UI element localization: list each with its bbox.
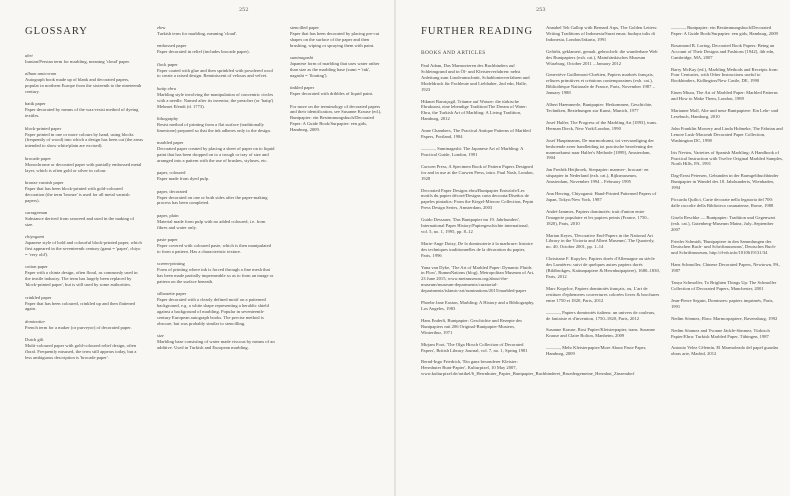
reference-entry: Yana van Dyke, 'The Art of Marbled Paper: Dynamic Fluids in Flow', RummNations (blog), Metropolitan Museum of Art, 23 June 2015, www.metmuseum.org/about-the-museum/museum-departments/curatorial-departments/islamic-art/ruminations/2015/marbled-paper [421, 264, 535, 294]
glossary-definition: Resist method of printing from a flat surface (traditionally limestone) prepared so that the ink adheres only to the design. [157, 121, 271, 133]
glossary-entry [25, 126, 143, 150]
glossary-definition: Paper that has been decorated by placing pre-cut shapes on the surface of the paper and then brushing, wiping or spraying them with paint. [290, 30, 380, 48]
glossary-term: dominotier [25, 318, 46, 324]
glossary-entry [25, 101, 143, 119]
reference-entry: Christiane F. Kopylov, Papiers dorés d'Allemagne au siècle des Lumières: suivi de quelques autres papiers dorés (Bildbrokges, Kattunpapiere & Herrnhutpapiere), 1680–1830, Paris, 2012 [546, 256, 660, 279]
glossary-definition: Multi-coloured paper with gold-coloured relief design, often floral. Frequently misused, the term still appears today, but a less ambiguous description is 'brocade paper'. [25, 343, 137, 360]
reference-entry: Anne Chambers, The Practical Antique Patterns of Marbled Papers, Portland, 1984 [421, 128, 531, 140]
glossary-definition: Turkish term for marbling, meaning 'cloud'. [157, 30, 238, 36]
reference-entry: Albert Haemmerle, Buntpapier: Herkommen, Geschichte, Techniken, Beziehungen zur Kunst, Munich, 1977 [546, 102, 653, 113]
glossary-definition: Form of printing where ink is forced through a fine mesh that has been made partially impermeable so as to form an image or pattern on the surface beneath. [157, 267, 274, 284]
glossary-entry [157, 43, 275, 55]
reference-entry: Nedim Sönmez, Ebru: Marmorpapiere, Ravensburg, 1992 [671, 315, 778, 321]
glossary-definition: Substance derived from seaweed and used in the making of size. [25, 216, 135, 227]
glossary-definition: Paper decorated by means of the wax-resist method of dyeing textiles. [25, 107, 139, 119]
reference-entry: Guido Dessauer, 'Das Buntpapier im 19. Jahrhundert', International Paper History/Papiergeschichte international, vol. 5, no. 1, 1995, pp. 8–12 [421, 217, 529, 234]
glossary-term: Dutch gilt [25, 337, 44, 343]
glossary-entry [157, 170, 275, 182]
reference-entry: Iris Nevins, Varieties of Spanish Marbling: A Handbook of Practical Instruction with Twelve Original Marbled Samples, North Hills, PA, 1991 [671, 149, 783, 167]
glossary-term: suminagashi [290, 55, 314, 61]
glossary-term: cotton paper [25, 264, 48, 270]
glossary-definition: Paper covered with coloured paste, which is then manipulated to form a pattern. Has a characteristic texture. [157, 242, 271, 254]
glossary-definition: Material made from pulp with no added coloured, i.e. from fibres and water only. [157, 218, 266, 230]
reference-entry: Paul Adam, Das Marmorieren des Buchbinders auf Schleimgrund und in Öl- und Kleisterverfahren: nebst Anleitung zum Linoleumschnitt, Schablonierverfahren und Modeldruck für Fachleute und Liebhaber, 2nd edn, Halle, 1923 [421, 63, 530, 92]
glossary-definition: Paper with a chintz design, often floral, as commonly used in the textile industry. The term has largely been replaced by 'block-printed paper', but is still used by some authorities. [25, 270, 138, 288]
reference-entry: ———, Suminagashi: The Japanese Art of Marbling: A Practical Guide, London, 1991 [421, 145, 524, 157]
glossary-definition: Paper made from dyed pulp. [157, 176, 210, 182]
glossary-entry [25, 295, 143, 313]
glossary-term: flock paper [157, 61, 178, 67]
glossary-entry [25, 210, 143, 228]
glossary-term: brocade paper [25, 155, 51, 161]
glossary-term: screen-printing [157, 261, 185, 267]
reference-entry: Marian Keyes, 'Decorative End-Papers in the National Art Library in the Victoria and Albert Museum', The Quarterly, no. 40, October 2001, pp. 1–14 [546, 232, 655, 250]
glossary-entry [157, 116, 275, 134]
glossary-definition: Paper decorated with a clearly defined motif on a patterned background, e.g. a white shape representing a heraldic shield against a background of marbling. Popular in seventeenth-century European autograph books. The precise method is obscure, but was probably similar to stencilling. [157, 297, 269, 326]
reference-entry: Mirjam Foot, 'The Olga Hirsch Collection of Decorated Papers', British Library Journal, vol. 7, no. 1, Spring 1981 [421, 341, 528, 353]
reference-entry: Geneviève Guillemont-Chrétien, Papiers marbrés français, reliures primitives et créations contemporaines (exh. cat.), Bibliothèque Nationale de France, Paris, November 1987 – January 1988 [546, 72, 655, 96]
glossary-term: paper, plain [157, 212, 179, 218]
reference-entry: Antonio Velez Célemín, El Marmoleado del papel guardas obras arte, Madrid, 2012 [671, 345, 779, 357]
glossary-term: embossed paper [157, 43, 187, 49]
glossary-term: lithography [157, 115, 179, 121]
reference-entry: Nedim Sönmez and Yvonne Jäckle-Sönmez, Türkisch Papier/Ebru: Turkish Marbled Paper, Tübingen, 1987 [671, 327, 770, 339]
reference-entry: Marianne Moll, Alte und neue Buntpapiere: Ein Lehr- und Lesebuch, Hamburg, 2010 [671, 108, 779, 119]
glossary-definition: French term for a maker (or purveyor) of decorated paper. [25, 324, 132, 330]
reference-entry: Frieder Schmidt, 'Buntpapiere in den Sammlungen des Deutschen Buch- und Schriftmuseums', Deutsches Buch- und Schriftmuseum, http://d-nb.info/1010619131/34 [671, 238, 777, 256]
glossary-term: hatip ebru [157, 85, 177, 91]
glossary-entry [290, 104, 385, 134]
reference-entry: Marie-Ange Doizy, De la dominoterie à la marbrure: histoire des techniques traditionnelles de la décoration du papier, Paris, 1996 [421, 240, 533, 258]
glossary-entry [290, 25, 385, 49]
reference-entry: Gisela Reschke — Buntpapier: Tradition und Gegenwart (exh. cat.), Gutenberg-Museum Mainz, July–September 2007 [671, 214, 776, 232]
glossary-entry [25, 180, 143, 204]
reference-entry: Susanne Krause, Rosi Papier/Kleisterpapier, trans. Susanne Krause and Claire Bolton, Manheim, 2009 [546, 327, 656, 339]
reference-entry: Josef Halfer, The Progress of the Marbling Art [1893], trans. Herman Dieck, New York/London, 1990 [546, 119, 658, 131]
glossary-entry [25, 264, 143, 288]
glossary-term: crinkled paper [25, 294, 52, 300]
glossary-definition: Paper that has been coloured, crinkled up and then flattened again. [25, 300, 135, 312]
reference-entry: Barry McKay (ed.), Marbling Methods and Receipts from Four Centuries, with Other Instructions useful to Bookbinders, Kidlington/New Castle, DE, 1990 [671, 66, 778, 84]
reference-entry: ———, Papiers dominotés italiens: un univers de couleurs, de fantaisie et d'invention, 1750–1820, Paris, 2012 [546, 309, 656, 321]
glossary-column-1 [25, 53, 143, 367]
glossary-entry [25, 319, 143, 331]
glossary-definition: Paper decorated on one or both sides after the paper-making process has been completed. [157, 194, 268, 206]
glossary-definition: Japanese style of bold and colourful block-printed paper, which first appeared in the seventeenth century (gami = 'paper', chiyo = 'very old'). [25, 240, 142, 258]
glossary-entry [157, 291, 275, 326]
glossary-term: silhouette paper [157, 291, 187, 297]
glossary-definition: Japanese form of marbling that uses water rather than size as the marbling base (sumi = 'ink', nagashi = 'floating'). [290, 61, 380, 78]
glossary-definition: Paper printed in one or more colours by hand, using blocks (frequently of wood) into which a design has been cut (the areas intended to show white/plain are excised). [25, 131, 143, 149]
glossary-entry [290, 55, 385, 79]
glossary-definition: Marbling style involving the manipulation of concentric circles with a needle. Named after its inventor, the preacher (or 'hatip') Mehmet Efendi (d. 1773). [157, 91, 274, 109]
glossary-term: bronze varnish paper [25, 180, 64, 185]
glossary-column-3 [290, 25, 385, 140]
glossary-entry [157, 189, 275, 207]
glossary-column-2 [157, 25, 275, 358]
reference-entry: Jean-Pierre Seguin, Dominoes: papiers imprimés, Paris, 1991 [671, 297, 774, 309]
glossary-term: paste paper [157, 237, 178, 243]
glossary-term: batik paper [25, 101, 46, 107]
reference-entry: ———, Mehr Kleisterpapier/More About Paste Paper, Hamburg, 2009 [546, 345, 647, 357]
glossary-entry [25, 337, 143, 361]
glossary-entry [157, 213, 275, 231]
glossary-term: stencilled paper [290, 25, 319, 30]
reference-entry: John Franklin Mowery and Linda Hohneke, The Fabrian and Lenore Lusk-Macomb Decorated Paper Collection, Washington DC, 1998 [671, 125, 783, 143]
glossary-entry [157, 261, 275, 285]
glossary-definition: For more on the terminology of decorated papers and their identification, see Susanne Krause (ed.), Buntpapier: ein Bestimmungsbuch/Decorated Paper: A Guide Book/Surpapier: een gids, Hamburg, 2009. [290, 103, 382, 133]
glossary-entry [157, 140, 275, 164]
reference-entry: Hans Enderli, Buntpapier: Geschichte und Rezepte des Buntpapiers mit 206 Original-Buntpapier-Mustern, Winterthur, 1971 [421, 317, 522, 335]
reference-entry: Marc Kopylov, Papiers dominotés français, ou, L'art de restituer d'ephemeres couvertures colorées livres & brochures entre 1750 et 1820, Paris, 2012 [546, 285, 660, 303]
books-and-articles-heading: BOOKS AND ARTICLES [421, 50, 486, 56]
reading-column-3 [671, 25, 783, 363]
glossary-term: paper, decorated [157, 188, 188, 194]
reference-entry: Gefärbt, geklamert, gemalt, gebrochelt: die wunderbare Welt des Buntpapiers (exh. cat.), Mainfränkisches Museum Würzburg, October 2011 – January 2012 [546, 48, 658, 66]
glossary-definition: Monochrome or decorated paper with partially embossed metal layer, which is often gold or silver in colour. [25, 161, 142, 173]
glossary-entry [157, 25, 275, 37]
further-reading-title: FURTHER READING [421, 26, 534, 37]
reference-entry: Dag-Ernst Petersen, Gebunden in der Barmgeltbuchbinder Buntpapier in Wandel des 18. Jahrhunderts, Wienhaden, 1994 [671, 173, 779, 191]
glossary-definition: Decorated paper created by placing a sheet of paper on to liquid paint that has been dropped on to a trough or tray of size and arranged into a pattern with the use of brushes, styluses, etc. [157, 146, 275, 163]
glossary-term: abri [25, 53, 33, 58]
glossary-entry [25, 156, 143, 174]
reference-entry: Ann Herring, Chiyogami: Hand-Printed Patterned Papers of Japan, Tokyo/New York, 1987 [546, 191, 657, 202]
page-number-left: 252 [239, 7, 249, 13]
glossary-term: ebru [157, 25, 166, 30]
reading-column-2 [546, 25, 660, 363]
glossary-term: paper, coloured [157, 170, 186, 176]
reference-entry: Annabel Teh Gallop with Bernard Arps, The Golden Letters: Writing Traditions of Indonesia/Surat emas: budaya tulis di Indonesia, London/Jakarta, 1991 [546, 25, 658, 42]
glossary-term: chiyogami [25, 234, 45, 240]
reference-entry: Curwen Press, A Specimen Book of Pattern Papers Designed for and in use at the Curwen Press, intro. Paul Nash, London, 1928 [421, 163, 534, 181]
reference-entry: Piccarda Quilici, Carte decorate nella legatoria del 700: dalle raccolte della Biblioteca casanatense, Rome, 1988 [671, 197, 774, 208]
reference-entry: Einen Miura, The Art of Marbled Paper: Marbled Patterns and How to Make Them, London, 1989 [671, 90, 778, 102]
page-number-right: 253 [536, 7, 546, 13]
glossary-definition: Paper that has been block-printed with gold-coloured decoration (the term 'bronze' is used for all metal varnish papers). [25, 185, 130, 203]
glossary-entry [290, 85, 385, 97]
glossary-term: size [157, 333, 164, 339]
reference-entry: Rosamond B. Loring, Decorated Book Papers: Being an Account of Their Designs and Fashions [1942], 4th edn, Cambridge, MA, 2007 [671, 42, 775, 60]
reference-entry: Bernd-Ingo Friedrich, 'Ein ganz besonderer Kleister: Herrnhuter Bunt-Papier', Kulturpixel, 10 May 2007, www.kulturpixel.de/artikel/6_Herrnhuter_Papier_Buntpapier_Buchbinderei_Bruedergemeine_Herrnhut_Zinzendorf [421, 359, 635, 377]
glossary-definition: Paper decorated in relief (includes brocade paper). [157, 49, 250, 55]
glossary-definition: Iranian/Persian term for marbling, meaning 'cloud' paper. [25, 58, 130, 64]
reference-entry: ———, Buntpapier: ein Bestimmungsbuch/Decorated Paper: A Guide Book/Surpapier: een gids, Hamburg, 2009 [671, 25, 778, 36]
glossary-definition: Paper decorated with dribbles of liquid paint. [290, 91, 374, 97]
glossary-term: carrageenan [25, 210, 48, 216]
glossary-entry [157, 62, 275, 80]
reference-entry: Hikmet Barutçugil, Träume auf Wasser: die türkische Ebrukunst, eine lebendige Tradition/The Dream of Water: Ebru, the Turkish Art of Marbling: A Living Tradition, Hamburg, 2012 [421, 98, 528, 122]
reference-entry: Decorated Paper Designs ebru/Buntpapier Entwürfe/Les motifs du papier décoré/Designs carta decorata/Diseños de papeles pintados: From the Kiegel-Mierow Collection, Pepin Press Design Series, Amsterdam, 2003 [421, 187, 534, 211]
glossary-entry [157, 86, 275, 110]
glossary-definition: Autograph book made up of blank and decorated papers, popular in northern Europe from the sixteenth to the nineteenth century. [25, 77, 142, 95]
glossary-definition: Paper coated with glue and then sprinkled with powdered wool to create a raised design. Reminiscent of velours and velvet. [157, 67, 273, 79]
glossary-term: marbled paper [157, 140, 184, 146]
reference-entry: Hans Schmoller, Chinese Decorated Papers, Newtown, PA, 1987 [671, 262, 780, 274]
glossary-entry [157, 333, 275, 351]
reference-entry: Josef Hauptmanns, De marmorkunst, tot vervaardiging der beshoende zerer handleiding tot practische beoefening der marmorkunst naar Halfer's Methode [1899], Amsterdam, 1904 [546, 137, 654, 161]
glossary-term: block-printed paper [25, 125, 62, 131]
reference-entry: Jan Fredrik Heijbroek, Sierpapier: marmer-, brocaat- en sitspapier in Nederland (exh. cat.), Rijksmuseum, Amsterdam, November 1994 – February 1995 [546, 167, 649, 185]
reference-entry: André Jammes, Papiers dominotés: trait d'union entre l'imagerie populaire et les papiers peints (France, 1750–1820), Paris, 2010 [546, 208, 649, 226]
reference-entry: Phoebe Jane Easton, Marbling: A History and a Bibliography, Los Angeles, 1983 [421, 300, 535, 311]
glossary-entry [157, 237, 275, 255]
book-gutter [394, 0, 396, 496]
glossary-definition: Marbling base consisting of water made viscous by means of an additive. Used in Turkish and European marbling. [157, 339, 275, 351]
reference-entry: Tanya Schmoller, To Brighten Things Up: The Schmoller Collection of Decorated Papers, Manchester, 2001 [671, 280, 777, 291]
glossary-term: tinkled paper [290, 85, 315, 91]
glossary-title: GLOSSARY [25, 26, 88, 37]
glossary-entry [25, 71, 143, 95]
glossary-term: album amicorum [25, 71, 57, 77]
glossary-entry [25, 53, 143, 65]
glossary-entry [25, 234, 143, 258]
